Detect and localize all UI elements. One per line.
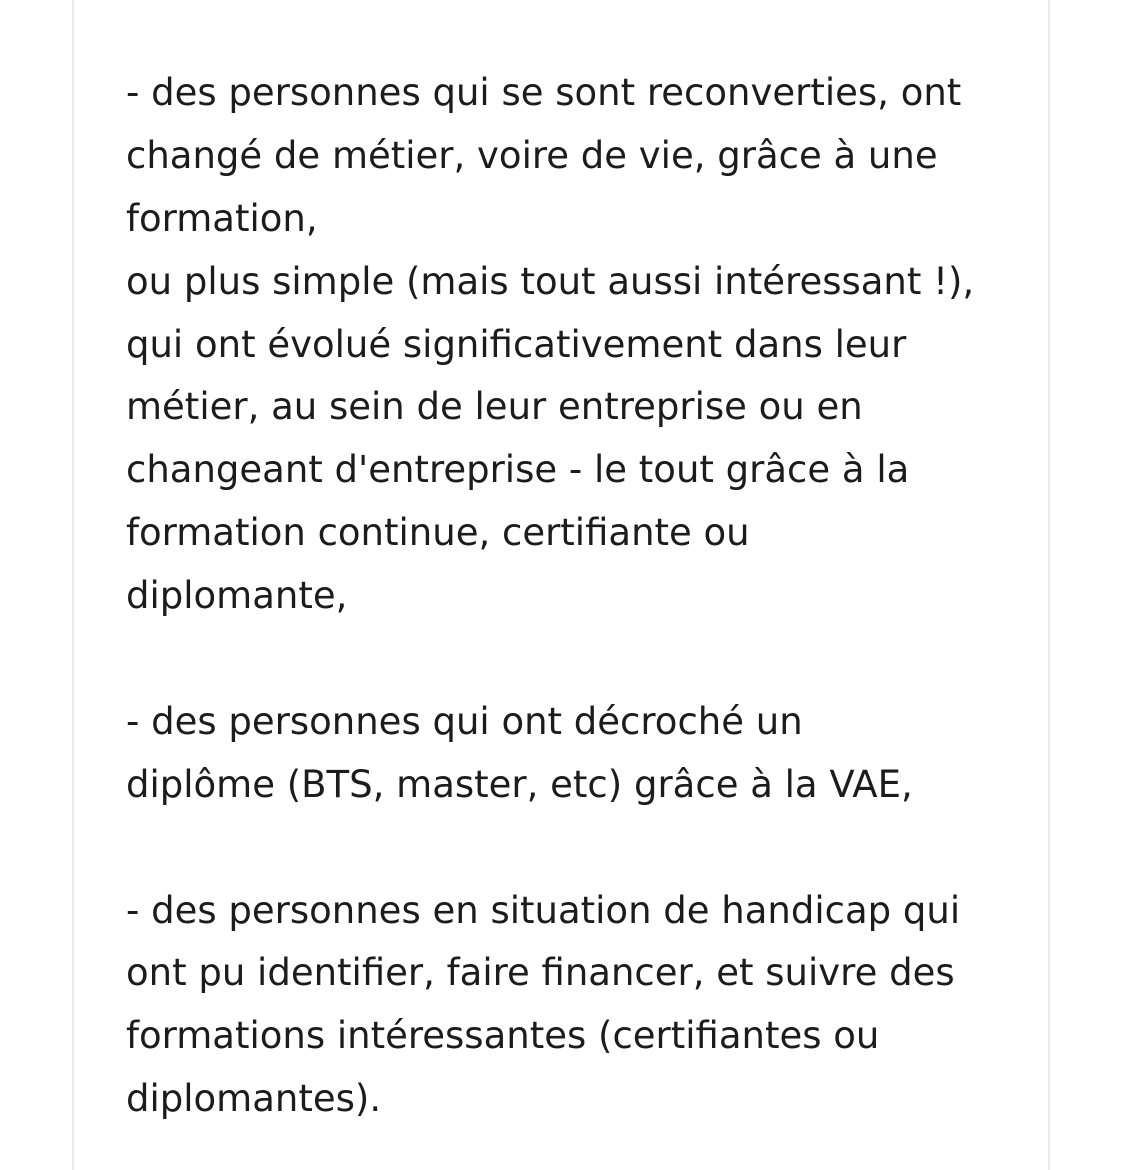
text-line: métier, au sein de leur entreprise ou en bbox=[126, 385, 863, 429]
text-line: diplôme (BTS, master, etc) grâce à la VAE, bbox=[126, 762, 913, 806]
text-line: formation continue, certifiante ou bbox=[126, 511, 750, 555]
text-line: - des personnes en situation de handicap qui bbox=[126, 888, 961, 932]
text-line: - des personnes qui ont décroché un bbox=[126, 699, 803, 743]
post-body bbox=[126, 62, 1026, 1131]
text-line: changeant d'entreprise - le tout grâce à la bbox=[126, 448, 910, 492]
paragraph-spacer bbox=[126, 817, 1026, 880]
paragraph-handicap bbox=[126, 880, 1026, 1132]
paragraph-spacer bbox=[126, 628, 1026, 691]
post-card bbox=[72, 0, 1050, 1170]
paragraph-reconversion bbox=[126, 62, 1026, 628]
text-line: qui ont évolué significativement dans leur bbox=[126, 322, 907, 366]
text-line: diplomante, bbox=[126, 574, 348, 618]
text-line: changé de métier, voire de vie, grâce à une bbox=[126, 133, 938, 177]
text-line: formation, bbox=[126, 196, 318, 240]
text-line: ont pu identifier, faire financer, et suivre des bbox=[126, 951, 955, 995]
text-line: - des personnes qui se sont reconverties, ont bbox=[126, 71, 962, 114]
text-line: ou plus simple (mais tout aussi intéressant !), bbox=[126, 259, 975, 303]
text-line: formations intéressantes (certifiantes ou bbox=[126, 1014, 880, 1058]
paragraph-vae bbox=[126, 691, 1026, 817]
text-line: diplomantes). bbox=[126, 1077, 382, 1121]
